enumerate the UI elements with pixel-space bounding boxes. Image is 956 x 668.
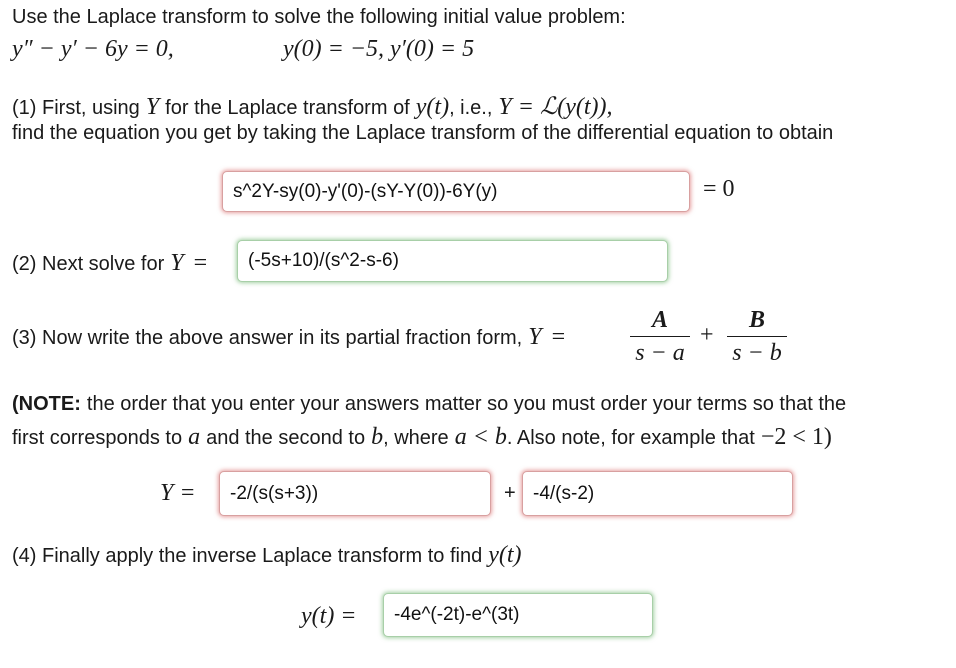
note-line2 bbox=[12, 424, 832, 451]
step1-line1 bbox=[12, 92, 613, 121]
note-text1: the order that you enter your answers matter so you must order your terms so that the bbox=[86, 393, 847, 415]
step1-yt-symbol: y(t) bbox=[415, 94, 450, 120]
step2-label: (2) Next solve for bbox=[12, 253, 165, 275]
note-b-symbol: b bbox=[371, 424, 384, 450]
step1-rhs: = 0 bbox=[703, 176, 735, 202]
fraction-B-numerator: B bbox=[748, 307, 765, 333]
note-inequality: a < b bbox=[454, 424, 507, 450]
step4-answer-input[interactable] bbox=[383, 593, 653, 637]
step1-Y-symbol: Y bbox=[145, 94, 160, 120]
step2-Y-symbol: Y bbox=[170, 250, 184, 276]
note-text2a: first corresponds to bbox=[12, 427, 183, 449]
fraction-A bbox=[630, 306, 690, 367]
note-line1 bbox=[12, 393, 846, 416]
partial-answer2-input[interactable] bbox=[522, 471, 793, 516]
step3-equals: = bbox=[551, 324, 566, 350]
partial-plus: + bbox=[504, 482, 516, 504]
step1-prefix: (1) First, using bbox=[12, 97, 140, 119]
problem-intro: Use the Laplace transform to solve the following initial value problem: bbox=[12, 6, 626, 28]
note-bold-label: (NOTE: bbox=[12, 393, 81, 415]
fraction-A-bar bbox=[630, 336, 690, 337]
step2-label-group bbox=[12, 250, 207, 277]
note-example: −2 < 1) bbox=[760, 424, 832, 450]
fraction-A-denominator: s − a bbox=[635, 340, 685, 367]
initial-conditions: y(0) = −5, y′(0) = 5 bbox=[283, 36, 475, 62]
step1-mid: for the Laplace transform of bbox=[165, 97, 410, 119]
step1-answer-value: s^2Y-sy(0)-y'(0)-(sY-Y(0))-6Y(y) bbox=[233, 180, 498, 202]
step1-ie: , i.e., bbox=[449, 97, 493, 119]
fraction-B-denominator: s − b bbox=[732, 340, 782, 367]
fraction-plus: + bbox=[700, 322, 714, 348]
step1-answer-input[interactable] bbox=[222, 171, 690, 212]
partial-answer1-value: -2/(s(s+3)) bbox=[230, 482, 319, 504]
step3-Y-symbol: Y bbox=[528, 324, 542, 350]
fraction-B bbox=[727, 306, 787, 367]
partial-answer2-value: -4/(s-2) bbox=[533, 482, 595, 504]
step2-equals: = bbox=[193, 250, 208, 276]
step2-answer-value: (-5s+10)/(s^2-s-6) bbox=[248, 250, 399, 271]
step2-answer-input[interactable] bbox=[237, 240, 668, 282]
step1-line2: find the equation you get by taking the Laplace transform of the differential equation to obtain bbox=[12, 122, 834, 144]
partial-Y-label: Y = bbox=[160, 480, 196, 506]
step4-label: (4) Finally apply the inverse Laplace transform to find bbox=[12, 545, 483, 567]
step3-label-group bbox=[12, 324, 565, 351]
step4-answer-label: y(t) = bbox=[301, 603, 357, 629]
note-a-symbol: a bbox=[188, 424, 201, 450]
note-text2d: . Also note, for example that bbox=[506, 427, 755, 449]
partial-answer1-input[interactable] bbox=[219, 471, 491, 516]
differential-equation: y″ − y′ − 6y = 0, bbox=[12, 36, 174, 62]
step4-label-group bbox=[12, 542, 522, 569]
note-text2b: and the second to bbox=[206, 427, 366, 449]
step1-laplace-definition: Y = ℒ(y(t)), bbox=[498, 94, 613, 120]
step3-label: (3) Now write the above answer in its partial fraction form, bbox=[12, 327, 523, 349]
step4-yt-symbol: y(t) bbox=[488, 542, 522, 568]
fraction-A-numerator: A bbox=[651, 307, 668, 333]
step4-answer-value: -4e^(-2t)-e^(3t) bbox=[394, 604, 520, 625]
note-text2c: , where bbox=[383, 427, 449, 449]
fraction-B-bar bbox=[727, 336, 787, 337]
